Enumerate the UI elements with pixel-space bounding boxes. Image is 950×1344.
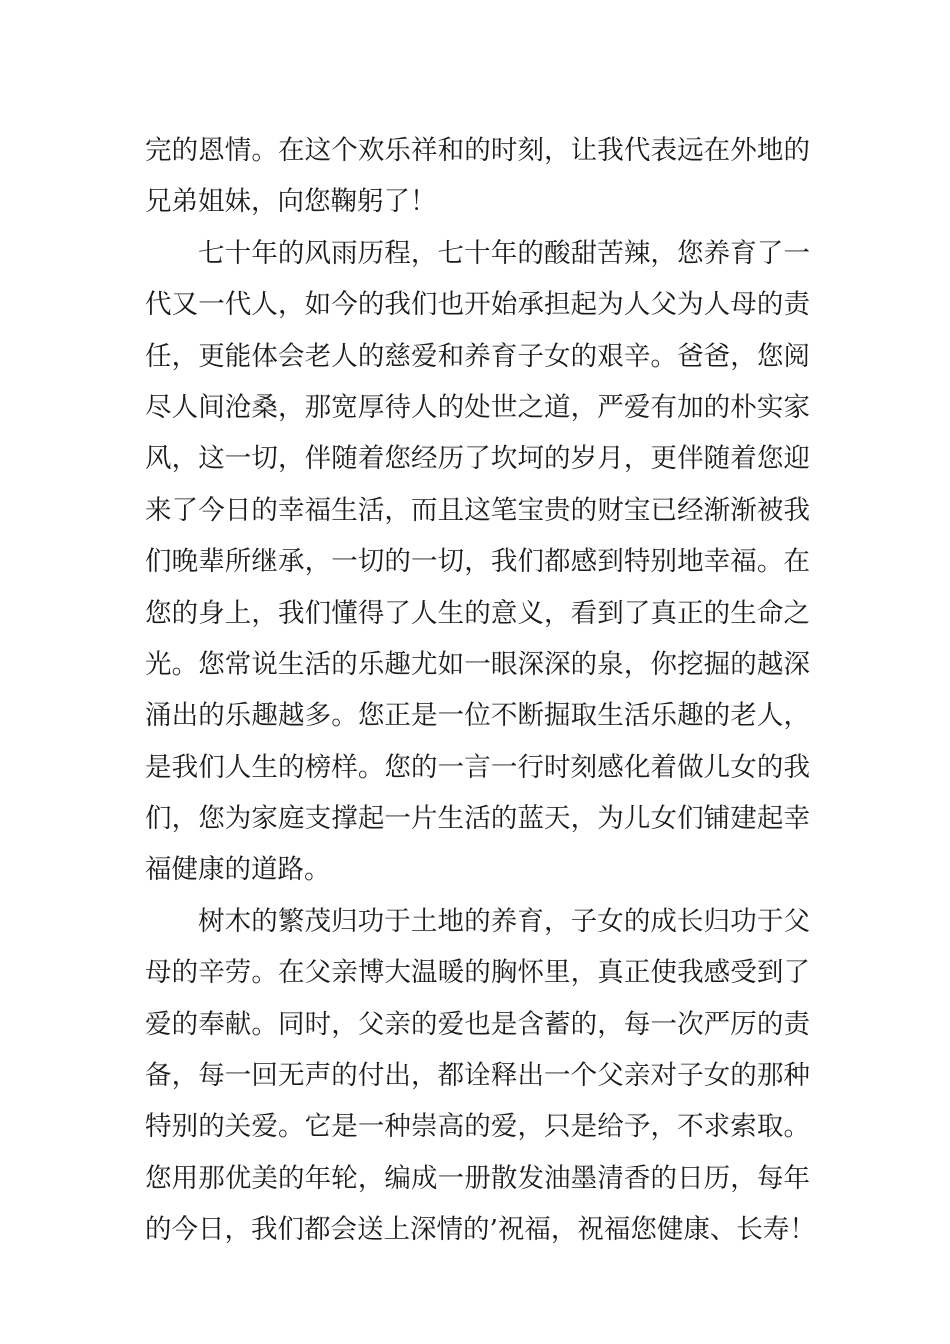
text-line: 光。您常说生活的乐趣尤如一眼深深的泉，你挖掘的越深: [145, 648, 810, 680]
text-line: 完的恩情。在这个欢乐祥和的时刻，让我代表远在外地的: [145, 135, 810, 166]
paragraph-first-line: 树木的繁茂归功于土地的养育，子女的成长归功于父: [198, 905, 810, 937]
text-line: 母的辛劳。在父亲博大温暖的胸怀里，真正使我感受到了: [145, 957, 810, 989]
text-line: 爱的奉献。同时，父亲的爱也是含蓄的，每一次严厉的责: [145, 1008, 810, 1040]
text-line: 福健康的道路。: [145, 854, 331, 886]
text-line: 兄弟姐妹，向您鞠躬了！: [145, 186, 437, 218]
text-line: 您的身上，我们懂得了人生的意义，看到了真正的生命之: [145, 597, 810, 629]
paragraph-first-line: 七十年的风雨历程，七十年的酸甜苦辣，您养育了一: [198, 237, 810, 269]
text-line: 代又一代人，如今的我们也开始承担起为人父为人母的责: [145, 289, 810, 321]
text-line: 来了今日的幸福生活，而且这笔宝贵的财宝已经渐渐被我: [145, 494, 810, 526]
text-line: 您用那优美的年轮，编成一册散发油墨清香的日历，每年: [145, 1162, 810, 1194]
body-text: [145, 125, 816, 1256]
text-line: 备，每一回无声的付出，都诠释出一个父亲对子女的那种: [145, 1060, 810, 1092]
text-line: 们，您为家庭支撑起一片生活的蓝天，为儿女们铺建起幸: [145, 803, 810, 835]
text-line: 特别的关爱。它是一种崇高的爱，只是给予，不求索取。: [145, 1111, 810, 1143]
text-line: 任，更能体会老人的慈爱和养育子女的艰辛。爸爸，您阅: [145, 340, 810, 372]
text-line: 是我们人生的榜样。您的一言一行时刻感化着做儿女的我: [145, 751, 810, 783]
text-line: 风，这一切，伴随着您经历了坎坷的岁月，更伴随着您迎: [145, 443, 810, 475]
text-line: 的今日，我们都会送上深情的’祝福，祝福您健康、长寿！: [145, 1214, 816, 1246]
text-line: 尽人间沧桑，那宽厚待人的处世之道，严爱有加的朴实家: [145, 391, 810, 423]
text-line: 涌出的乐趣越多。您正是一位不断掘取生活乐趣的老人，: [145, 700, 810, 732]
text-line: 们晚辈所继承，一切的一切，我们都感到特别地幸福。在: [145, 546, 810, 578]
